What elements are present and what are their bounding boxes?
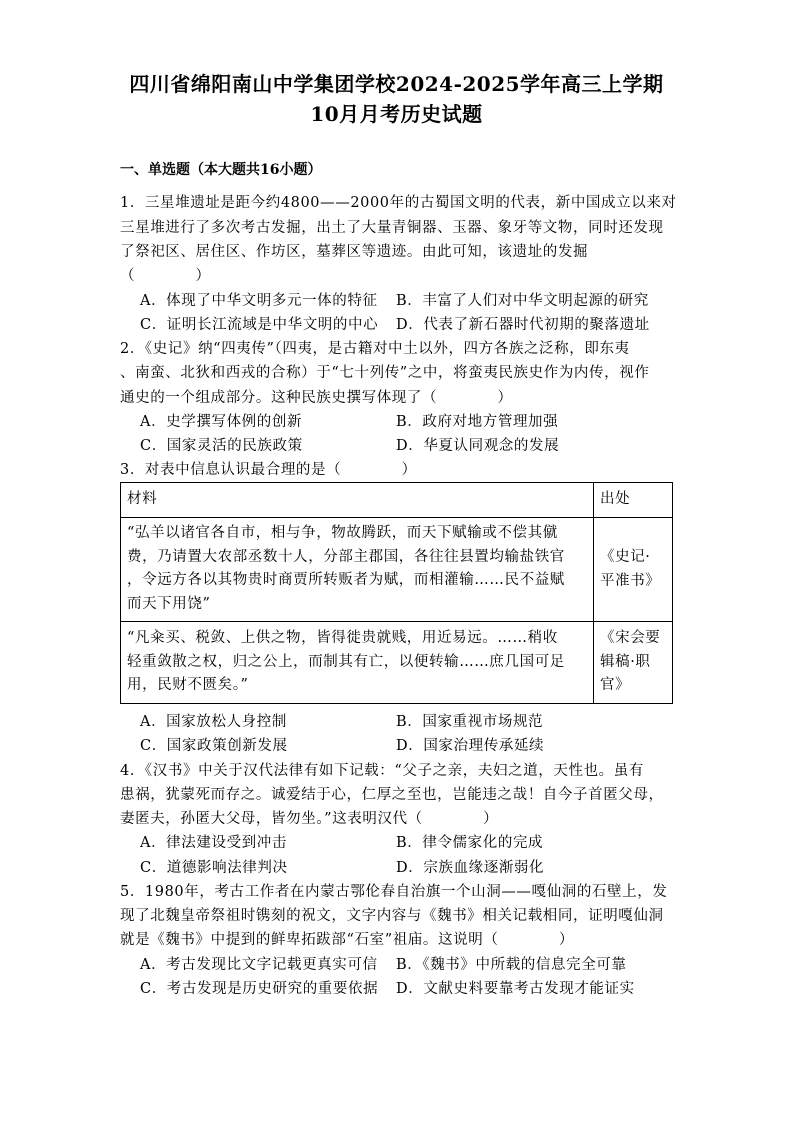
table-row [121, 518, 673, 622]
q1-option-b[interactable]: B．丰富了人们对中华文明起源的研究 [396, 293, 649, 309]
q4-stem-line: 4．《汉书》中关于汉代法律有如下记载：“父子之亲，夫妇之道，天性也。虽有 [120, 763, 644, 779]
source-line: 平准书》 [600, 572, 661, 589]
source-cell [594, 518, 673, 622]
q5-option-b[interactable]: B．《魏书》中所载的信息完全可靠 [396, 957, 627, 973]
material-line: ，令远方各以其物贵时商贾所转贩者为赋，而相灌输……民不益赋 [127, 572, 565, 588]
q2-option-c[interactable]: C．国家灵活的民族政策 [140, 438, 303, 454]
q3-option-b[interactable]: B．国家重视市场规范 [396, 714, 544, 730]
material-cell [121, 622, 594, 704]
material-line: 费，乃请置大农部丞数十人，分部主郡国，各往往县置均输盐铁官 [127, 548, 565, 565]
q4-stem-line: 患祸，犹蒙死而存之。诚爱结于心，仁厚之至也，岂能违之哉！自今子首匿父母， [120, 787, 664, 803]
q2-option-a[interactable]: A．史学撰写体例的创新 [140, 414, 303, 430]
q4-option-b[interactable]: B．律令儒家化的完成 [396, 835, 544, 851]
q3-option-d[interactable]: D．国家治理传承延续 [396, 738, 545, 754]
table-row [121, 622, 673, 704]
q1-answer-blank: （ ） [120, 268, 211, 284]
q1-stem-line: 1．三星堆遗址是距今约4800——2000年的古蜀国文明的代表，新中国成立以来对 [120, 195, 677, 211]
material-line: 而天下用饶” [127, 595, 211, 612]
material-line: 用，民财不匮矣。” [127, 677, 249, 693]
q1-stem-line: 三星堆进行了多次考古发掘，出土了大量青铜器、玉器、象牙等文物，同时还发现 [120, 220, 664, 236]
q2-stem-line: 通史的一个组成部分。这种民族史撰写体现了（ ） [120, 390, 513, 406]
source-line: 《史记· [600, 549, 651, 565]
exam-title-line1: 四川省绵阳南山中学集团学校2024-2025学年高三上学期 [129, 72, 664, 96]
q4-option-a[interactable]: A．律法建设受到冲击 [140, 835, 287, 851]
material-cell [121, 518, 594, 622]
q3-material-table [120, 482, 673, 704]
source-line: 《宋会要 [600, 630, 661, 646]
q2-option-d[interactable]: D．华夏认同观念的发展 [396, 438, 560, 454]
source-line: 辑稿·职 [600, 653, 651, 670]
q5-option-a[interactable]: A．考古发现比文字记载更真实可信 [140, 957, 378, 973]
q2-stem-line: 、南蛮、北狄和西戎的合称）于“七十列传”之中，将蛮夷民族史作为内传，视作 [120, 365, 650, 381]
q2-stem-line: 2．《史记》纳“四夷传”（四夷，是古籍对中土以外，四方各族之泛称，即东夷 [120, 341, 630, 357]
q3-option-a[interactable]: A．国家放松人身控制 [140, 714, 287, 730]
q2-option-b[interactable]: B．政府对地方管理加强 [396, 414, 559, 430]
q1-stem-line: 了祭祀区、居住区、作坊区，墓葬区等遗迹。由此可知，该遗址的发掘 [120, 244, 589, 260]
material-line: “凡籴买、税敛、上供之物，皆得徙贵就贱，用近易远。……稍收 [127, 630, 558, 646]
source-cell [594, 622, 673, 704]
q5-stem-line: 现了北魏皇帝祭祖时镌刻的祝文，文字内容与《魏书》相关记载相同，证明嘎仙洞 [120, 908, 664, 924]
header-source: 出处 [594, 483, 673, 518]
q3-stem: 3．对表中信息认识最合理的是（ ） [120, 462, 417, 478]
q4-option-d[interactable]: D．宗族血缘逐渐弱化 [396, 860, 545, 876]
q5-option-c[interactable]: C．考古发现是历史研究的重要依据 [140, 981, 379, 997]
q5-stem-line: 就是《魏书》中提到的鲜卑拓跋部“石室”祖庙。这说明（ ） [120, 932, 574, 948]
material-line: 轻重敛散之权，归之公上，而制其有亡，以便转输……庶几国可足 [127, 653, 565, 670]
q1-option-c[interactable]: C．证明长江流域是中华文明的中心 [140, 317, 379, 333]
q4-stem-line: 妻匿夫，孙匿大父母，皆勿坐。”这表明汉代（ ） [120, 811, 499, 827]
q1-option-a[interactable]: A．体现了中华文明多元一体的特征 [140, 293, 378, 309]
table-header-row [121, 483, 673, 518]
q5-stem-line: 5．1980年，考古工作者在内蒙古鄂伦春自治旗一个山洞——嘎仙洞的石壁上，发 [120, 884, 668, 900]
q5-option-d[interactable]: D．文献史料要靠考古发现才能证实 [396, 981, 635, 997]
exam-title-line2: 10月月考历史试题 [310, 102, 483, 126]
q1-option-d[interactable]: D．代表了新石器时代初期的聚落遗址 [396, 317, 650, 333]
section-heading: 一、单选题（本大题共16小题） [120, 162, 322, 178]
header-material: 材料 [121, 483, 594, 518]
material-line: “弘羊以诸官各自市，相与争，物故腾跃，而天下赋输或不偿其僦 [127, 525, 558, 541]
source-line: 官》 [600, 677, 631, 693]
q3-option-c[interactable]: C．国家政策创新发展 [140, 738, 288, 754]
q4-option-c[interactable]: C．道德影响法律判决 [140, 860, 288, 876]
